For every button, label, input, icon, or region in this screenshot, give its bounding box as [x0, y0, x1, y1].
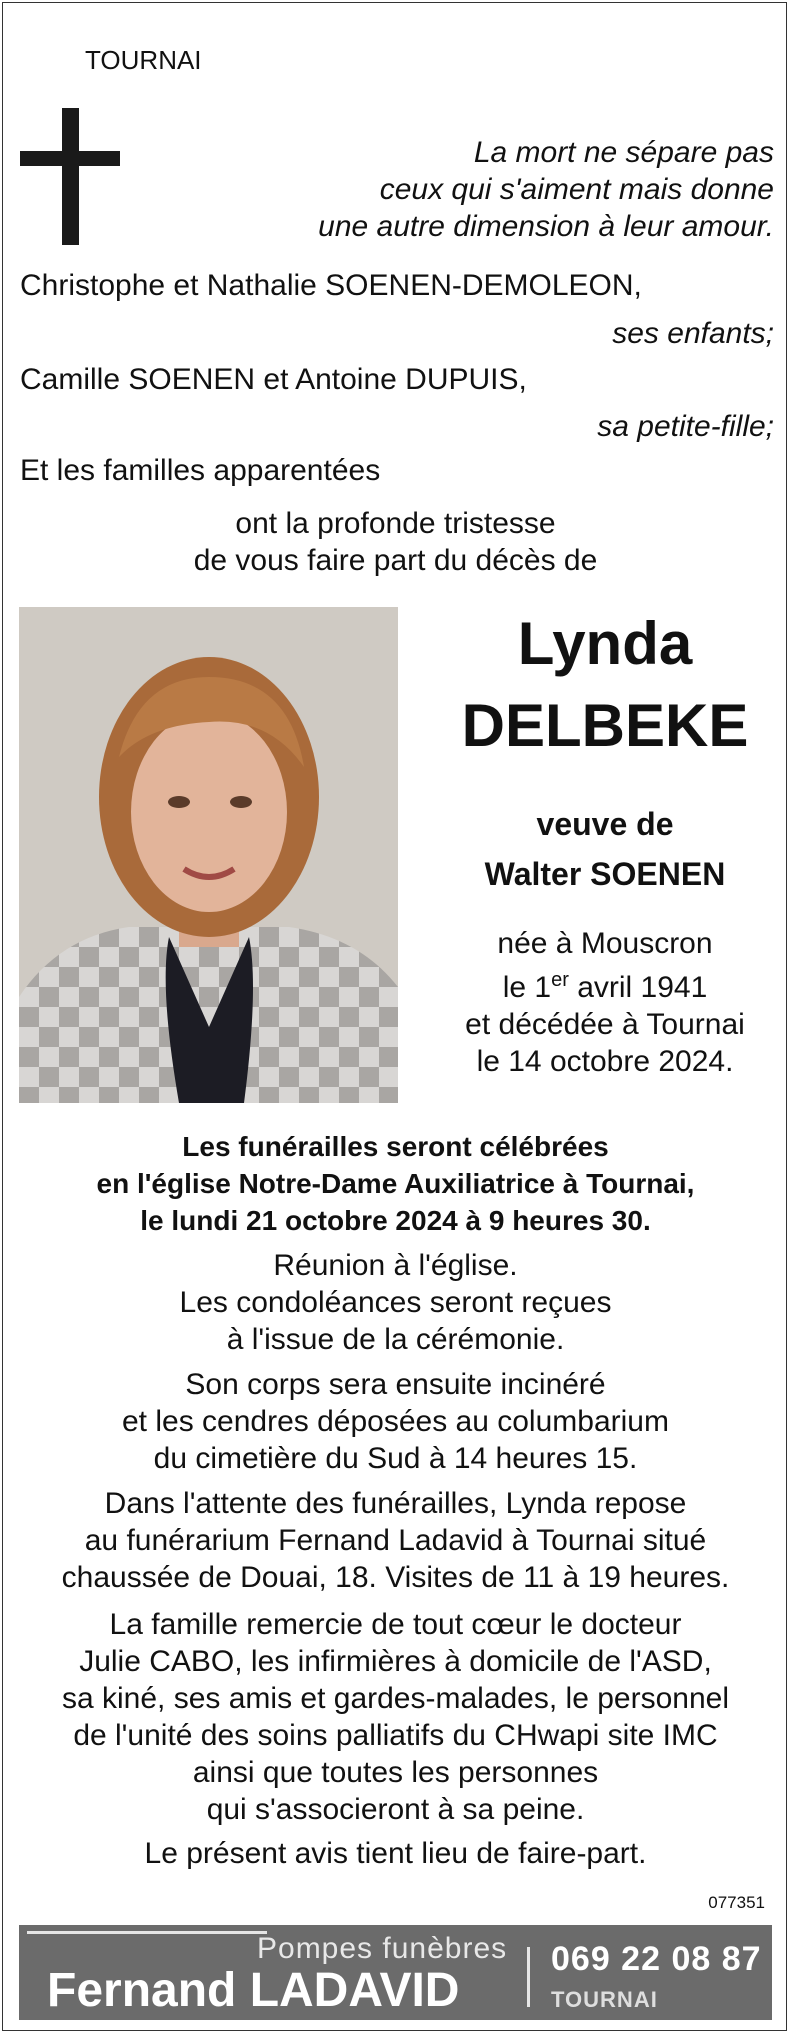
birth-date-prefix: le 1 — [502, 971, 552, 1004]
thanks-line-4: de l'unité des soins palliatifs du CHwapi site IMC — [73, 1719, 718, 1752]
reference-number: 077351 — [708, 1893, 765, 1912]
header-city: TOURNAI — [85, 45, 202, 75]
thanks-line-3: sa kiné, ses amis et gardes-malades, le personnel — [61, 1682, 729, 1715]
funeral-details — [0, 1128, 791, 1239]
deceased-portrait — [19, 607, 398, 1103]
quote-line-3: une autre dimension à leur amour. — [318, 210, 774, 243]
viewing-line-3: chaussée de Douai, 18. Visites de 11 à 19 heures. — [61, 1561, 730, 1594]
meeting-line-3: à l'issue de la cérémonie. — [226, 1323, 565, 1356]
meeting-line-1: Réunion à l'église. — [273, 1249, 518, 1282]
deceased-last-name: DELBEKE — [461, 692, 749, 759]
birth-date-suffix: avril 1941 — [568, 971, 708, 1004]
family-relatives: Et les familles apparentées — [20, 454, 381, 487]
viewing-line-2: au funérarium Fernand Ladavid à Tournai situé — [84, 1524, 707, 1557]
cross-horizontal-bar — [20, 151, 120, 166]
widow-label: veuve de — [536, 806, 674, 842]
announcement-line-1: ont la profonde tristesse — [235, 507, 556, 540]
birth-date-ordinal: er — [551, 969, 569, 991]
birth-place: née à Mouscron — [497, 927, 713, 960]
quote-line-2: ceux qui s'aiment mais donne — [379, 173, 774, 206]
banner-city: TOURNAI — [551, 1987, 658, 2012]
family-grandchild-role: sa petite-fille; — [597, 410, 774, 443]
family-children: Christophe et Nathalie SOENEN-DEMOLEON, — [20, 269, 642, 302]
cremation-paragraph — [0, 1366, 791, 1477]
funeral-home-banner — [19, 1925, 772, 2020]
quote-line-1: La mort ne sépare pas — [473, 136, 774, 169]
family-children-role: ses enfants; — [612, 317, 774, 350]
announcement — [0, 505, 791, 579]
cross-vertical-bar — [62, 108, 79, 245]
meeting-paragraph — [0, 1247, 791, 1358]
deceased-dates — [420, 925, 790, 1080]
thanks-line-1: La famille remercie de tout cœur le docteur — [109, 1608, 682, 1641]
thanks-line-5: ainsi que toutes les personnes — [192, 1756, 599, 1789]
viewing-line-1: Dans l'attente des funérailles, Lynda repose — [104, 1487, 687, 1520]
banner-subtitle: Pompes funèbres — [257, 1932, 508, 1965]
funeral-line-1: Les funérailles seront célébrées — [182, 1131, 609, 1162]
spouse-name: Walter SOENEN — [484, 856, 726, 892]
death-place: et décédée à Tournai — [465, 1008, 745, 1041]
banner-highlight-line — [27, 1931, 267, 1934]
thanks-line-2: Julie CABO, les infirmières à domicile de l'ASD, — [79, 1645, 712, 1678]
meeting-line-2: Les condoléances seront reçues — [179, 1286, 612, 1319]
thanks-line-6: qui s'associeront à sa peine. — [206, 1793, 585, 1826]
birth-date — [420, 962, 790, 1006]
banner-company: Fernand LADAVID — [47, 1964, 460, 2017]
cremation-line-1: Son corps sera ensuite incinéré — [185, 1368, 606, 1401]
portrait-illustration — [19, 607, 398, 1103]
cremation-line-3: du cimetière du Sud à 14 heures 15. — [153, 1442, 638, 1475]
death-date: le 14 octobre 2024. — [476, 1045, 734, 1078]
family-grandchild: Camille SOENEN et Antoine DUPUIS, — [20, 363, 527, 396]
thanks-paragraph — [0, 1606, 791, 1828]
banner-phone: 069 22 08 87 — [551, 1940, 762, 1978]
memorial-quote — [214, 134, 774, 245]
viewing-paragraph — [0, 1485, 791, 1596]
deceased-first-name: Lynda — [517, 610, 693, 677]
notice-line: Le présent avis tient lieu de faire-part. — [144, 1837, 647, 1870]
funeral-line-3: le lundi 21 octobre 2024 à 9 heures 30. — [140, 1205, 651, 1236]
banner-separator — [527, 1947, 530, 2007]
funeral-line-2: en l'église Notre-Dame Auxiliatrice à Tournai, — [96, 1168, 695, 1199]
cremation-line-2: et les cendres déposées au columbarium — [122, 1405, 669, 1438]
announcement-line-2: de vous faire part du décès de — [193, 544, 598, 577]
